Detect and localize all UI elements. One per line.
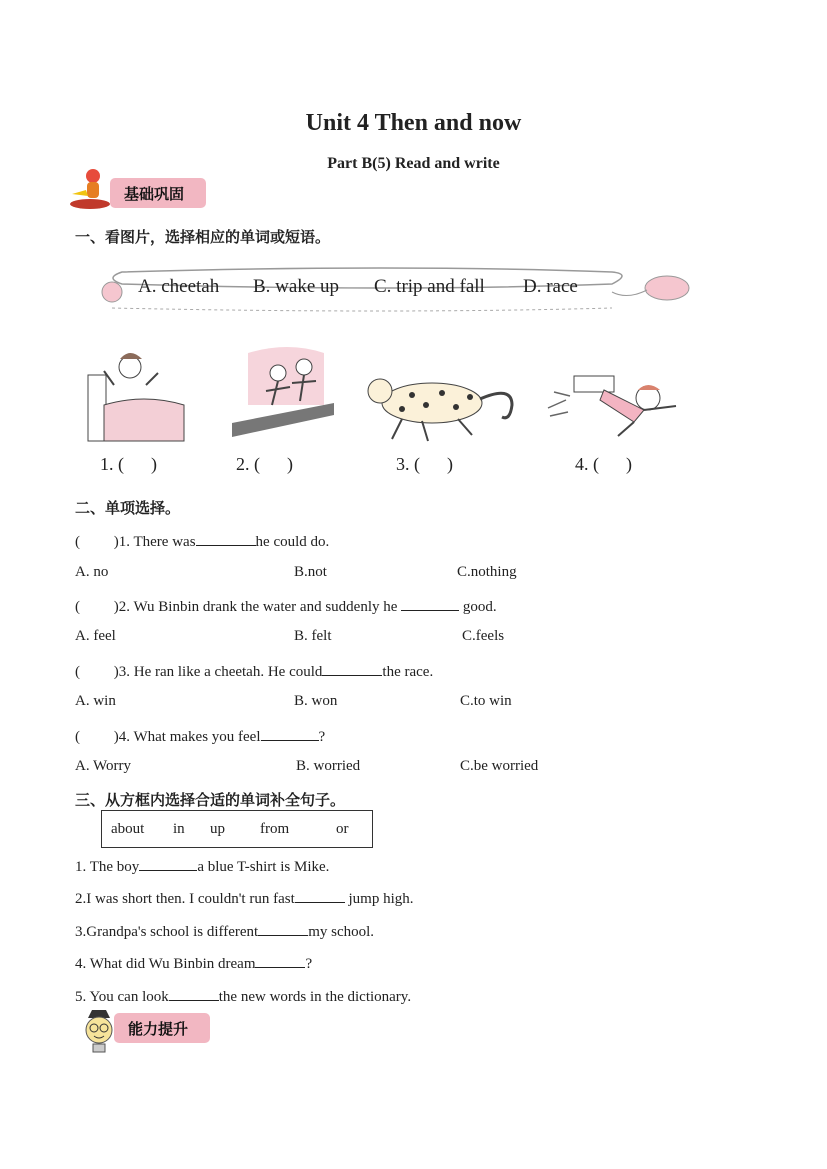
banner-ability-label: 能力提升 xyxy=(128,1019,189,1038)
option-a: A. cheetah xyxy=(138,276,220,297)
picture-wake-up xyxy=(84,345,194,445)
word-or: or xyxy=(336,820,349,837)
q1-option-c: C.nothing xyxy=(457,564,517,580)
q3-option-a: A. win xyxy=(75,693,116,709)
sentence-3: 3.Grandpa's school is different my school. xyxy=(75,921,374,941)
q1-option-b: B.not xyxy=(294,564,327,580)
option-b: B. wake up xyxy=(253,276,340,297)
picture-1-answer[interactable]: 1. ( ) xyxy=(100,454,157,474)
q2-option-b: B. felt xyxy=(294,628,332,644)
option-d: D. race xyxy=(523,276,578,297)
option-c: C. trip and fall xyxy=(374,276,485,297)
answer-blank[interactable] xyxy=(261,726,319,741)
word-in: in xyxy=(173,820,185,837)
answer-blank[interactable] xyxy=(139,856,197,871)
question-3: ( )3. He ran like a cheetah. He could the race. xyxy=(75,661,433,681)
answer-blank[interactable] xyxy=(295,888,345,903)
word-box xyxy=(101,810,373,848)
question-1: ( )1. There was he could do. xyxy=(75,531,329,551)
banner-basic-consolidation xyxy=(110,178,206,208)
q3-option-b: B. won xyxy=(294,693,338,709)
q1-option-a: A. no xyxy=(75,564,109,580)
section1-heading: 一、看图片，选择相应的单词或短语。 xyxy=(75,228,331,246)
picture-cheetah xyxy=(362,365,522,445)
word-about: about xyxy=(111,820,145,837)
section2-heading: 二、单项选择。 xyxy=(75,499,181,517)
page-title: Unit 4 Then and now xyxy=(305,110,522,136)
answer-blank[interactable] xyxy=(196,531,256,546)
page-subtitle: Part B(5) Read and write xyxy=(327,155,500,172)
picture-trip-and-fall xyxy=(544,360,694,445)
answer-blank[interactable] xyxy=(255,953,305,968)
q4-option-a: A. Worry xyxy=(75,758,132,774)
sentence-5: 5. You can look the new words in the dictionary. xyxy=(75,986,411,1006)
question-4: ( )4. What makes you feel ? xyxy=(75,726,325,746)
picture-2-answer[interactable]: 2. ( ) xyxy=(236,454,293,474)
q4-option-c: C.be worried xyxy=(460,758,539,774)
banner-basic-label: 基础巩固 xyxy=(124,184,185,203)
picture-race xyxy=(228,345,338,445)
word-from: from xyxy=(260,820,290,837)
sentence-2: 2.I was short then. I couldn't run fast jump high. xyxy=(75,888,414,908)
q2-option-a: A. feel xyxy=(75,628,116,644)
sentence-4: 4. What did Wu Binbin dream ? xyxy=(75,953,312,973)
question-2: ( )2. Wu Binbin drank the water and suddenly he good. xyxy=(75,596,497,616)
section3-heading: 三、从方框内选择合适的单词补全句子。 xyxy=(75,791,346,809)
genie-mascot-icon xyxy=(66,164,116,214)
word-up: up xyxy=(210,820,225,837)
q3-option-c: C.to win xyxy=(460,693,512,709)
picture-3-answer[interactable]: 3. ( ) xyxy=(396,454,453,474)
answer-blank[interactable] xyxy=(401,596,459,611)
sentence-1: 1. The boy a blue T-shirt is Mike. xyxy=(75,856,329,876)
banner-ability-improvement xyxy=(114,1013,210,1043)
answer-blank[interactable] xyxy=(169,986,219,1001)
q2-option-c: C.feels xyxy=(462,628,505,644)
picture-4-answer[interactable]: 4. ( ) xyxy=(575,454,632,474)
answer-blank[interactable] xyxy=(258,921,308,936)
answer-blank[interactable] xyxy=(322,661,382,676)
q4-option-b: B. worried xyxy=(296,758,361,774)
